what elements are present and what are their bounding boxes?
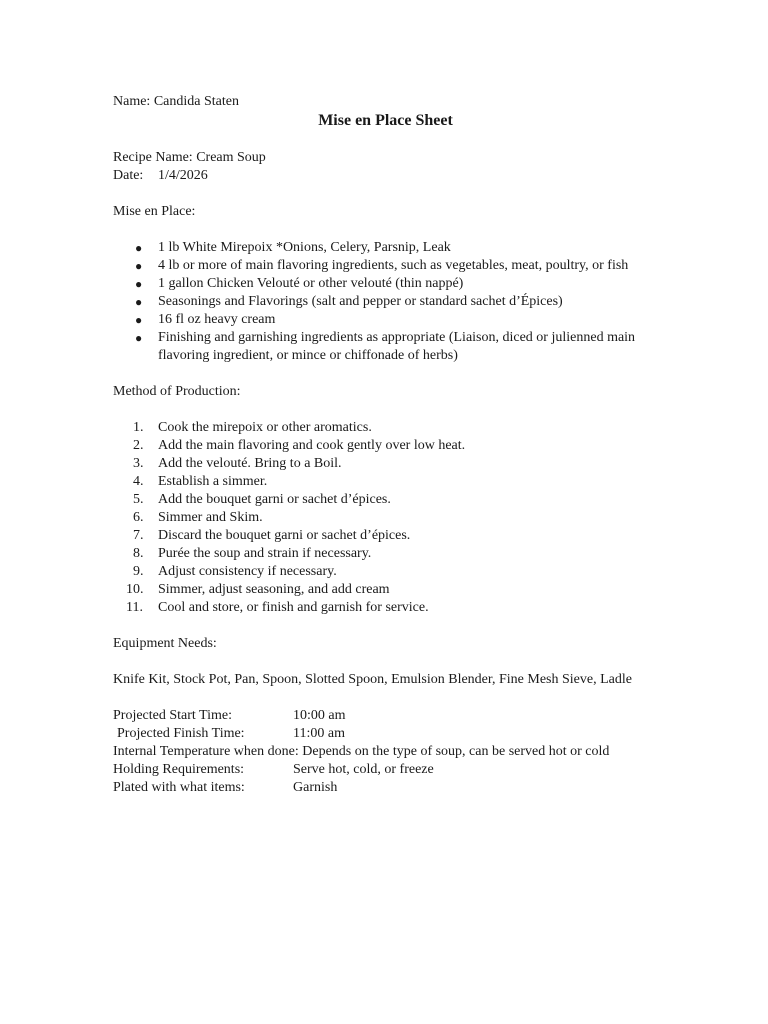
projected-start-row (113, 707, 658, 725)
mise-en-place-heading: Mise en Place: (113, 204, 196, 219)
list-item: 7. Discard the bouquet garni or sachet d’épices. (133, 528, 411, 543)
list-item: ● Finishing and garnishing ingredients as appropriate (Liaison, diced or julienned main flavoring ingredient, or mince or chiffonade of herbs) (135, 330, 636, 363)
date-value: 1/4/2026 (158, 168, 208, 183)
bullet-icon: ● (135, 295, 143, 309)
projected-start-value: 10:00 am (293, 708, 346, 723)
projected-finish-value: 11:00 am (293, 726, 345, 741)
bullet-icon: ● (135, 259, 143, 273)
bullet-icon: ● (135, 313, 143, 327)
list-item: 3. Add the velouté. Bring to a Boil. (133, 456, 342, 471)
list-item: 5. Add the bouquet garni or sachet d’épices. (133, 492, 391, 507)
projected-finish-row (113, 725, 658, 743)
internal-temp-row (113, 743, 658, 761)
bullet-icon: ● (135, 277, 143, 291)
recipe-name-value: Cream Soup (196, 150, 266, 165)
plated-row (113, 779, 658, 797)
list-item: 11. Cool and store, or finish and garnish for service. (126, 600, 429, 615)
list-item: 2. Add the main flavoring and cook gently over low heat. (133, 438, 466, 453)
internal-temp-value: Depends on the type of soup, can be served hot or cold (302, 744, 610, 759)
method-heading: Method of Production: (113, 384, 241, 399)
date-line (113, 167, 658, 185)
plated-label: Plated with what items: (113, 780, 245, 795)
list-item: 9. Adjust consistency if necessary. (133, 564, 337, 579)
equipment-text: Knife Kit, Stock Pot, Pan, Spoon, Slotted Spoon, Emulsion Blender, Fine Mesh Sieve, Ladle (113, 672, 632, 687)
holding-row (113, 761, 658, 779)
method-steps-list (113, 419, 658, 617)
list-item: ● 16 fl oz heavy cream (135, 312, 276, 327)
list-item: 10. Simmer, adjust seasoning, and add cream (126, 582, 390, 597)
holding-label: Holding Requirements: (113, 762, 245, 777)
projected-start-label: Projected Start Time: (113, 708, 232, 723)
list-item: ● Seasonings and Flavorings (salt and pepper or standard sachet d’Épices) (135, 294, 563, 309)
list-item: 6. Simmer and Skim. (133, 510, 263, 525)
list-item: ● 1 lb White Mirepoix *Onions, Celery, Parsnip, Leak (135, 240, 451, 255)
projected-finish-label: Projected Finish Time: (117, 726, 245, 741)
list-item: ● 4 lb or more of main flavoring ingredients, such as vegetables, meat, poultry, or fish (135, 258, 629, 273)
name-label: Name: (113, 94, 151, 109)
list-item: 1. Cook the mirepoix or other aromatics. (133, 420, 372, 435)
plated-value: Garnish (293, 780, 338, 795)
mise-en-place-list (113, 239, 658, 365)
bullet-icon: ● (135, 241, 143, 255)
name-line (113, 93, 658, 111)
list-item: 8. Purée the soup and strain if necessary. (133, 546, 372, 561)
date-label: Date: (113, 168, 144, 183)
holding-value: Serve hot, cold, or freeze (293, 762, 434, 777)
internal-temp-label: Internal Temperature when done: (113, 744, 299, 759)
document-page (113, 93, 658, 797)
page-title: Mise en Place Sheet (318, 112, 453, 129)
equipment-heading: Equipment Needs: (113, 636, 217, 651)
list-item: ● 1 gallon Chicken Velouté or other velouté (thin nappé) (135, 276, 464, 291)
recipe-name-line (113, 149, 658, 167)
recipe-name-label: Recipe Name: (113, 150, 193, 165)
bullet-icon: ● (135, 331, 143, 345)
name-value: Candida Staten (153, 94, 239, 109)
list-item: 4. Establish a simmer. (133, 474, 268, 489)
